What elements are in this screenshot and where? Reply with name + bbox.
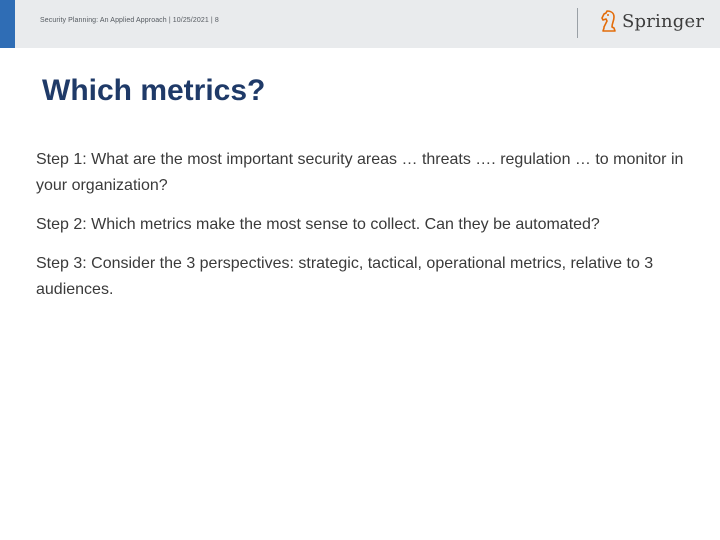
slide-footer-text: Security Planning: An Applied Approach | 10/25/2021 | 8 — [40, 17, 219, 24]
header-accent-bar — [0, 0, 15, 48]
slide-header — [0, 0, 720, 48]
springer-logo-text: Springer — [622, 11, 705, 32]
step-2: Step 2: Which metrics make the most sense to collect. Can they be automated? — [36, 216, 600, 233]
steps-list — [36, 147, 686, 316]
step-3: Step 3: Consider the 3 perspectives: strategic, tactical, operational metrics, relative to 3 audiences. — [36, 255, 654, 298]
slide-title: Which metrics? — [42, 74, 266, 107]
header-divider — [577, 8, 578, 38]
springer-chess-knight-icon — [599, 9, 619, 33]
springer-logo — [599, 9, 704, 33]
step-1: Step 1: What are the most important security areas … threats …. regulation … to monitor in your organization? — [36, 151, 684, 194]
